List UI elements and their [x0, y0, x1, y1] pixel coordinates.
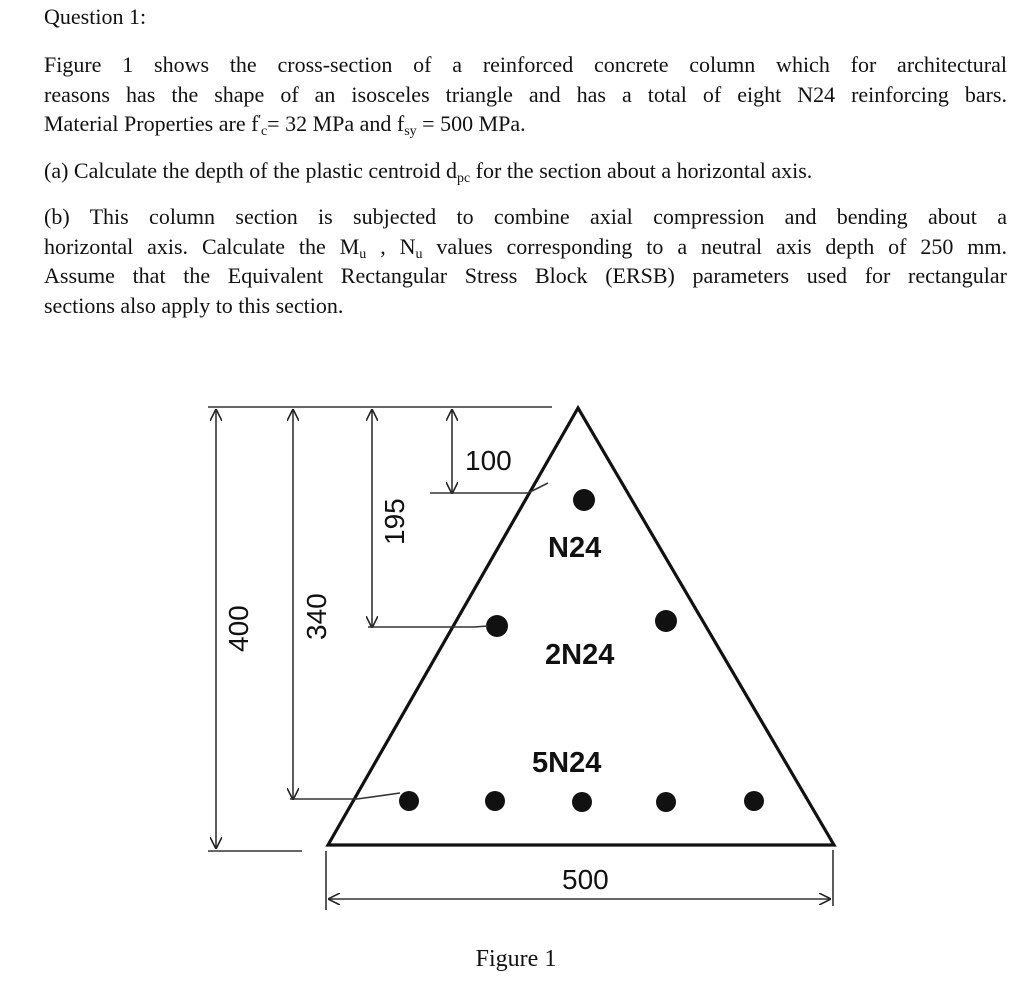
figure-caption: Figure 1 — [475, 946, 557, 972]
dimension-195-label: 195 — [379, 498, 410, 545]
material-properties-line: Material Properties are $f'_c= 32$ MPa and $f_{sy} = 500$ MPa. — [44, 111, 526, 139]
part-b-line-3: Assume that the Equivalent Rectangular Stress Block (ERSB) parameters used for rectangular — [44, 263, 1007, 288]
part-a-line: (a) Calculate the depth of the plastic centroid $d_{pc}$ for the section about a horizontal axis. — [44, 158, 813, 186]
intro-line-1: Figure 1 shows the cross-section of a reinforced concrete column which for architectural — [44, 52, 1007, 77]
intro-line-2: reasons has the shape of an isosceles triangle and has a total of eight N24 reinforcing bars. — [44, 81, 1007, 107]
part-b-line-1: (b) This column section is subjected to combine axial compression and bending about a — [44, 204, 1007, 229]
part-b-line-2: horizontal axis. Calculate the $M_u$ , $N_u$ values corresponding to a neutral axis depth of 250 mm. — [44, 233, 1008, 262]
question-heading: Question 1: — [44, 4, 147, 29]
bar-bottom-2 — [485, 791, 505, 811]
bar-middle-left — [486, 615, 508, 637]
label-top-bar: N24 — [548, 532, 602, 564]
bar-bottom-4 — [656, 792, 676, 812]
dimension-100-label: 100 — [465, 445, 512, 476]
dimension-400-label: 400 — [223, 605, 254, 652]
part-b-line-4: sections also apply to this section. — [44, 292, 344, 318]
bar-bottom-5 — [744, 791, 764, 811]
bar-bottom-1 — [399, 791, 419, 811]
label-bottom-bars: 5N24 — [532, 747, 602, 779]
dimension-340-label: 340 — [301, 593, 332, 640]
bar-top — [573, 489, 595, 511]
dimension-500-label: 500 — [562, 864, 609, 895]
bar-bottom-3 — [572, 792, 592, 812]
bar-middle-right — [655, 610, 677, 632]
label-middle-bars: 2N24 — [545, 639, 615, 671]
